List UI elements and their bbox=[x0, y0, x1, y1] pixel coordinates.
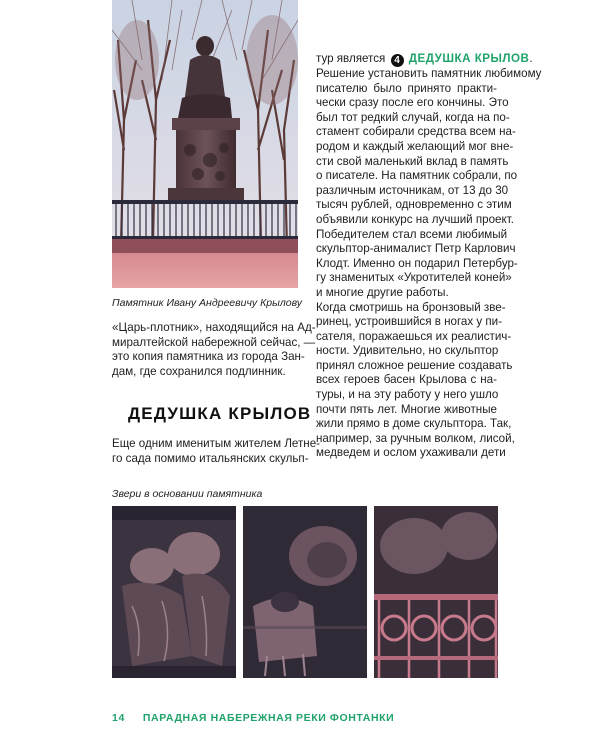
photo-animals-left bbox=[112, 506, 236, 678]
text-line: например, за ручным волком, лисой, bbox=[316, 431, 515, 445]
text-line: ности. Удивительно, но скульптор bbox=[316, 344, 499, 358]
text-line: писателю было принято практи- bbox=[316, 81, 497, 95]
text-line: го сада помимо итальянских скульп- bbox=[112, 451, 309, 465]
text-line: Решение установить памятник любимому bbox=[316, 67, 542, 80]
text-suffix: . bbox=[529, 52, 533, 65]
photo-caption: Памятник Ивану Андреевичу Крылову bbox=[112, 297, 302, 309]
chapter-title: ПАРАДНАЯ НАБЕРЕЖНАЯ РЕКИ ФОНТАНКИ bbox=[142, 712, 395, 724]
text-line: туры, и на эту работу у него ушло bbox=[316, 388, 499, 402]
text-line: был тот редкий случай, когда на по- bbox=[316, 110, 510, 124]
photo-strip-caption: Звери в основании памятника bbox=[112, 488, 263, 500]
text-line: гу знаменитых «Укротителей коней» bbox=[316, 271, 512, 285]
text-line: различным источникам, от 13 до 30 bbox=[316, 183, 509, 197]
text-line: тысяч рублей, одновременно с этим bbox=[316, 198, 512, 212]
text-line: о писателе. На памятник собрали, по bbox=[316, 169, 518, 183]
text-line: объявили конкурс на лучший проект. bbox=[316, 212, 514, 226]
text-line: Когда смотришь на бронзовый зве- bbox=[316, 300, 506, 314]
photo-fence-detail bbox=[374, 506, 498, 678]
left-paragraph-2 bbox=[112, 437, 321, 466]
text-line: и многие другие работы. bbox=[316, 285, 449, 299]
photo-krylov-monument bbox=[112, 0, 298, 288]
text-line: стамент собирали средства всем на- bbox=[316, 125, 516, 139]
text-line: скульптор-анималист Петр Карлович bbox=[316, 242, 516, 256]
text-line: почти пять лет. Многие животные bbox=[316, 402, 497, 416]
text-line: Еще одним именитым жителем Летне- bbox=[112, 437, 321, 450]
text-line: всех героев басен Крылова с на- bbox=[316, 373, 497, 387]
photo-animals-center bbox=[243, 506, 367, 678]
text-line: миралтейской набережной сейчас, — bbox=[112, 335, 316, 349]
text-prefix: тур является bbox=[316, 52, 386, 65]
text-line: это копия памятника из города Зан- bbox=[112, 350, 305, 364]
page-number: 14 bbox=[112, 712, 125, 724]
text-line: Клодт. Именно он подарил Петербур- bbox=[316, 256, 518, 270]
section-heading: ДЕДУШКА КРЫЛОВ bbox=[128, 404, 312, 423]
text-line: медведем и ослом ухаживали дети bbox=[316, 446, 506, 460]
text-line: сти свой маленький вклад в память bbox=[316, 154, 509, 168]
text-line: ринец, устроившийся в ногах у пи- bbox=[316, 315, 503, 329]
text-line: родом и каждый желающий мог вне- bbox=[316, 139, 514, 153]
text-line: принял сложное решение создавать bbox=[316, 358, 513, 372]
text-line: «Царь-плотник», находящийся на Ад- bbox=[112, 321, 316, 334]
text-line: сателя, поражаешься их реалистич- bbox=[316, 329, 512, 343]
right-column-text bbox=[316, 52, 542, 461]
left-paragraph-1 bbox=[112, 321, 316, 379]
map-marker-badge: 4 bbox=[391, 54, 404, 67]
text-line: жили прямо в доме скульптора. Так, bbox=[316, 417, 512, 431]
text-line: дам, где сохранился подлинник. bbox=[112, 364, 286, 378]
text-line: Победителем стал всеми любимый bbox=[316, 227, 508, 241]
text-line: чески сразу после его кончины. Это bbox=[316, 96, 509, 110]
page-footer bbox=[112, 712, 394, 724]
text-line-first bbox=[316, 52, 533, 67]
highlight-name: ДЕДУШКА КРЫЛОВ bbox=[408, 52, 530, 65]
